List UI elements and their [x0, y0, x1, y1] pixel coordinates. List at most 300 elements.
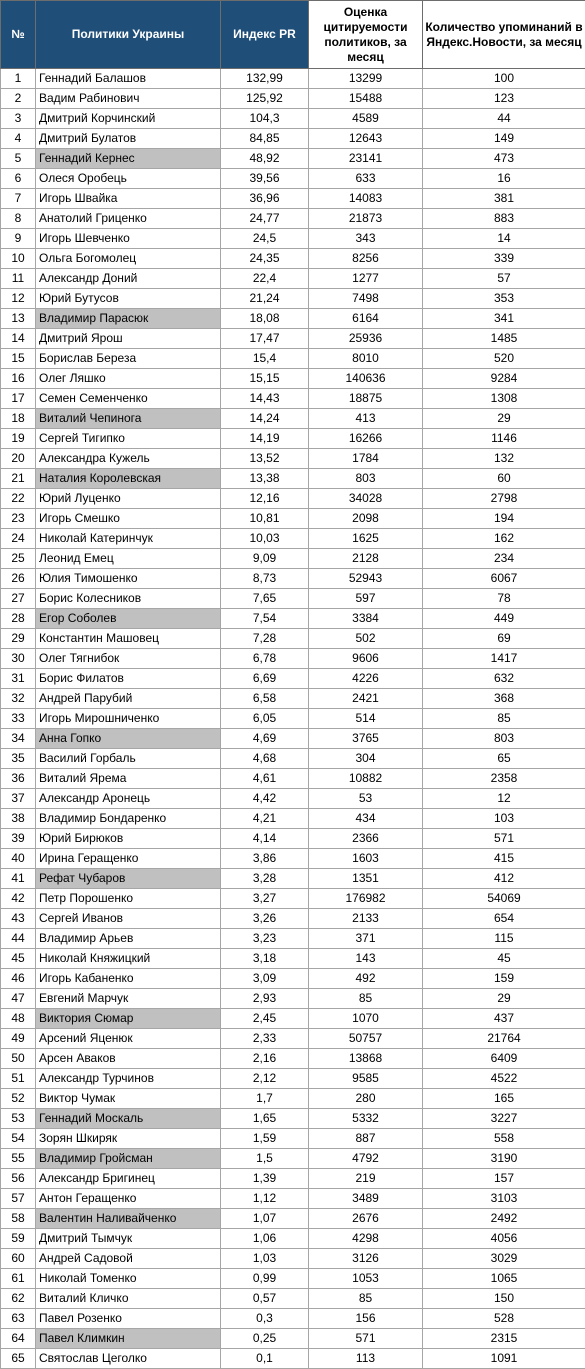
cell-pr-index: 3,28 [221, 869, 309, 889]
cell-citation: 2421 [309, 689, 423, 709]
cell-politician-name: Игорь Кабаненко [36, 969, 221, 989]
cell-politician-name: Зорян Шкиряк [36, 1129, 221, 1149]
cell-pr-index: 1,5 [221, 1149, 309, 1169]
cell-pr-index: 13,38 [221, 469, 309, 489]
cell-pr-index: 3,18 [221, 949, 309, 969]
cell-citation: 2366 [309, 829, 423, 849]
cell-politician-name: Юрий Бутусов [36, 289, 221, 309]
cell-news-mentions: 353 [423, 289, 585, 309]
cell-citation: 413 [309, 409, 423, 429]
cell-citation: 2676 [309, 1209, 423, 1229]
cell-pr-index: 6,58 [221, 689, 309, 709]
cell-politician-name: Сергей Иванов [36, 909, 221, 929]
table-row [1, 629, 585, 649]
cell-politician-name: Леонид Емец [36, 549, 221, 569]
cell-citation: 23141 [309, 149, 423, 169]
cell-politician-name: Игорь Шевченко [36, 229, 221, 249]
cell-number: 44 [1, 929, 36, 949]
table-row [1, 309, 585, 329]
table-row [1, 849, 585, 869]
cell-pr-index: 3,27 [221, 889, 309, 909]
table-row [1, 389, 585, 409]
cell-politician-name: Юлия Тимошенко [36, 569, 221, 589]
cell-number: 47 [1, 989, 36, 1009]
cell-number: 51 [1, 1069, 36, 1089]
cell-citation: 1053 [309, 1269, 423, 1289]
table-row [1, 289, 585, 309]
cell-news-mentions: 520 [423, 349, 585, 369]
cell-news-mentions: 69 [423, 629, 585, 649]
cell-politician-name: Владимир Гройсман [36, 1149, 221, 1169]
cell-pr-index: 14,24 [221, 409, 309, 429]
cell-number: 2 [1, 89, 36, 109]
cell-news-mentions: 632 [423, 669, 585, 689]
cell-citation: 16266 [309, 429, 423, 449]
cell-news-mentions: 60 [423, 469, 585, 489]
cell-number: 3 [1, 109, 36, 129]
cell-politician-name: Петр Порошенко [36, 889, 221, 909]
cell-pr-index: 21,24 [221, 289, 309, 309]
cell-number: 59 [1, 1229, 36, 1249]
cell-news-mentions: 1485 [423, 329, 585, 349]
table-row [1, 809, 585, 829]
table-row [1, 149, 585, 169]
cell-pr-index: 8,73 [221, 569, 309, 589]
cell-citation: 1784 [309, 449, 423, 469]
cell-politician-name: Наталия Королевская [36, 469, 221, 489]
cell-pr-index: 4,68 [221, 749, 309, 769]
cell-politician-name: Сергей Тигипко [36, 429, 221, 449]
cell-news-mentions: 368 [423, 689, 585, 709]
cell-number: 65 [1, 1349, 36, 1369]
cell-number: 18 [1, 409, 36, 429]
cell-pr-index: 15,15 [221, 369, 309, 389]
table-row [1, 989, 585, 1009]
cell-number: 42 [1, 889, 36, 909]
cell-citation: 1351 [309, 869, 423, 889]
table-row [1, 1329, 585, 1349]
cell-news-mentions: 2315 [423, 1329, 585, 1349]
cell-citation: 514 [309, 709, 423, 729]
cell-politician-name: Рефат Чубаров [36, 869, 221, 889]
cell-citation: 4589 [309, 109, 423, 129]
cell-news-mentions: 150 [423, 1289, 585, 1309]
cell-pr-index: 1,03 [221, 1249, 309, 1269]
cell-citation: 4792 [309, 1149, 423, 1169]
cell-news-mentions: 115 [423, 929, 585, 949]
cell-number: 36 [1, 769, 36, 789]
cell-number: 30 [1, 649, 36, 669]
cell-pr-index: 6,05 [221, 709, 309, 729]
cell-politician-name: Евгений Марчук [36, 989, 221, 1009]
cell-news-mentions: 149 [423, 129, 585, 149]
table-row [1, 549, 585, 569]
cell-number: 41 [1, 869, 36, 889]
cell-number: 7 [1, 189, 36, 209]
cell-news-mentions: 1308 [423, 389, 585, 409]
table-row [1, 429, 585, 449]
cell-citation: 34028 [309, 489, 423, 509]
cell-news-mentions: 9284 [423, 369, 585, 389]
table-row [1, 1169, 585, 1189]
cell-number: 48 [1, 1009, 36, 1029]
cell-pr-index: 12,16 [221, 489, 309, 509]
cell-news-mentions: 45 [423, 949, 585, 969]
cell-politician-name: Борислав Береза [36, 349, 221, 369]
cell-number: 8 [1, 209, 36, 229]
cell-news-mentions: 571 [423, 829, 585, 849]
cell-politician-name: Андрей Парубий [36, 689, 221, 709]
cell-citation: 8256 [309, 249, 423, 269]
table-row [1, 749, 585, 769]
cell-citation: 492 [309, 969, 423, 989]
cell-news-mentions: 883 [423, 209, 585, 229]
cell-citation: 597 [309, 589, 423, 609]
cell-news-mentions: 194 [423, 509, 585, 529]
cell-news-mentions: 528 [423, 1309, 585, 1329]
cell-citation: 52943 [309, 569, 423, 589]
cell-number: 5 [1, 149, 36, 169]
table-row [1, 409, 585, 429]
table-row [1, 449, 585, 469]
cell-news-mentions: 29 [423, 989, 585, 1009]
cell-politician-name: Арсений Яценюк [36, 1029, 221, 1049]
cell-news-mentions: 341 [423, 309, 585, 329]
cell-number: 38 [1, 809, 36, 829]
cell-citation: 219 [309, 1169, 423, 1189]
cell-pr-index: 24,35 [221, 249, 309, 269]
cell-news-mentions: 473 [423, 149, 585, 169]
cell-pr-index: 0,99 [221, 1269, 309, 1289]
table-row [1, 1069, 585, 1089]
cell-number: 40 [1, 849, 36, 869]
table-row [1, 249, 585, 269]
cell-citation: 113 [309, 1349, 423, 1369]
cell-number: 35 [1, 749, 36, 769]
cell-politician-name: Виталий Чепинога [36, 409, 221, 429]
cell-news-mentions: 234 [423, 549, 585, 569]
cell-pr-index: 1,07 [221, 1209, 309, 1229]
cell-pr-index: 2,12 [221, 1069, 309, 1089]
table-row [1, 1049, 585, 1069]
cell-news-mentions: 381 [423, 189, 585, 209]
cell-number: 15 [1, 349, 36, 369]
cell-politician-name: Семен Семенченко [36, 389, 221, 409]
cell-number: 39 [1, 829, 36, 849]
cell-number: 11 [1, 269, 36, 289]
table-row [1, 529, 585, 549]
table-row [1, 1149, 585, 1169]
cell-pr-index: 1,39 [221, 1169, 309, 1189]
cell-number: 25 [1, 549, 36, 569]
table-row [1, 109, 585, 129]
cell-news-mentions: 78 [423, 589, 585, 609]
cell-politician-name: Игорь Мирошниченко [36, 709, 221, 729]
cell-number: 46 [1, 969, 36, 989]
cell-news-mentions: 162 [423, 529, 585, 549]
cell-news-mentions: 100 [423, 69, 585, 89]
cell-number: 27 [1, 589, 36, 609]
cell-pr-index: 4,42 [221, 789, 309, 809]
cell-politician-name: Дмитрий Корчинский [36, 109, 221, 129]
cell-politician-name: Николай Княжицкий [36, 949, 221, 969]
cell-number: 55 [1, 1149, 36, 1169]
cell-news-mentions: 1065 [423, 1269, 585, 1289]
cell-politician-name: Вадим Рабинович [36, 89, 221, 109]
table-row [1, 469, 585, 489]
cell-number: 49 [1, 1029, 36, 1049]
table-row [1, 1249, 585, 1269]
cell-number: 56 [1, 1169, 36, 1189]
cell-news-mentions: 165 [423, 1089, 585, 1109]
cell-number: 45 [1, 949, 36, 969]
cell-news-mentions: 6067 [423, 569, 585, 589]
table-row [1, 1029, 585, 1049]
cell-politician-name: Анатолий Гриценко [36, 209, 221, 229]
cell-politician-name: Владимир Парасюк [36, 309, 221, 329]
table-row [1, 1109, 585, 1129]
header-pr-index: Индекс PR [221, 1, 309, 69]
cell-politician-name: Александр Аронець [36, 789, 221, 809]
cell-number: 63 [1, 1309, 36, 1329]
cell-news-mentions: 103 [423, 809, 585, 829]
cell-citation: 343 [309, 229, 423, 249]
cell-news-mentions: 803 [423, 729, 585, 749]
cell-number: 31 [1, 669, 36, 689]
table-row [1, 729, 585, 749]
cell-number: 53 [1, 1109, 36, 1129]
cell-citation: 434 [309, 809, 423, 829]
cell-pr-index: 2,33 [221, 1029, 309, 1049]
cell-pr-index: 39,56 [221, 169, 309, 189]
cell-citation: 18875 [309, 389, 423, 409]
cell-politician-name: Геннадий Балашов [36, 69, 221, 89]
cell-number: 32 [1, 689, 36, 709]
table-row [1, 769, 585, 789]
cell-number: 14 [1, 329, 36, 349]
cell-pr-index: 132,99 [221, 69, 309, 89]
table-row [1, 829, 585, 849]
cell-pr-index: 1,59 [221, 1129, 309, 1149]
cell-politician-name: Антон Геращенко [36, 1189, 221, 1209]
cell-politician-name: Виталий Ярема [36, 769, 221, 789]
cell-news-mentions: 2358 [423, 769, 585, 789]
cell-citation: 85 [309, 1289, 423, 1309]
table-row [1, 269, 585, 289]
cell-politician-name: Андрей Садовой [36, 1249, 221, 1269]
cell-pr-index: 15,4 [221, 349, 309, 369]
table-row [1, 69, 585, 89]
cell-number: 62 [1, 1289, 36, 1309]
table-row [1, 589, 585, 609]
table-row [1, 1289, 585, 1309]
cell-number: 28 [1, 609, 36, 629]
cell-citation: 176982 [309, 889, 423, 909]
table-row [1, 89, 585, 109]
cell-news-mentions: 3190 [423, 1149, 585, 1169]
cell-pr-index: 1,12 [221, 1189, 309, 1209]
cell-citation: 5332 [309, 1109, 423, 1129]
table-row [1, 1309, 585, 1329]
cell-citation: 3384 [309, 609, 423, 629]
cell-pr-index: 0,3 [221, 1309, 309, 1329]
cell-politician-name: Ольга Богомолец [36, 249, 221, 269]
table-row [1, 649, 585, 669]
cell-news-mentions: 132 [423, 449, 585, 469]
cell-citation: 4226 [309, 669, 423, 689]
cell-citation: 4298 [309, 1229, 423, 1249]
cell-politician-name: Александра Кужель [36, 449, 221, 469]
cell-news-mentions: 4522 [423, 1069, 585, 1089]
cell-politician-name: Александр Турчинов [36, 1069, 221, 1089]
cell-number: 29 [1, 629, 36, 649]
cell-citation: 1625 [309, 529, 423, 549]
cell-citation: 1070 [309, 1009, 423, 1029]
table-row [1, 709, 585, 729]
table-row [1, 169, 585, 189]
table-row [1, 229, 585, 249]
header-row [1, 1, 585, 69]
cell-pr-index: 4,69 [221, 729, 309, 749]
cell-number: 9 [1, 229, 36, 249]
table-row [1, 509, 585, 529]
table-body [1, 69, 585, 1369]
cell-pr-index: 125,92 [221, 89, 309, 109]
cell-number: 26 [1, 569, 36, 589]
table-row [1, 609, 585, 629]
table-row [1, 789, 585, 809]
cell-pr-index: 7,65 [221, 589, 309, 609]
cell-citation: 6164 [309, 309, 423, 329]
cell-citation: 50757 [309, 1029, 423, 1049]
cell-citation: 2128 [309, 549, 423, 569]
cell-politician-name: Егор Соболев [36, 609, 221, 629]
table-row [1, 369, 585, 389]
cell-citation: 8010 [309, 349, 423, 369]
cell-citation: 280 [309, 1089, 423, 1109]
cell-news-mentions: 157 [423, 1169, 585, 1189]
cell-number: 20 [1, 449, 36, 469]
table-row [1, 949, 585, 969]
cell-news-mentions: 3103 [423, 1189, 585, 1209]
cell-news-mentions: 4056 [423, 1229, 585, 1249]
cell-citation: 9585 [309, 1069, 423, 1089]
cell-number: 43 [1, 909, 36, 929]
cell-pr-index: 0,57 [221, 1289, 309, 1309]
cell-number: 12 [1, 289, 36, 309]
table-row [1, 349, 585, 369]
cell-politician-name: Игорь Швайка [36, 189, 221, 209]
cell-politician-name: Владимир Арьев [36, 929, 221, 949]
cell-politician-name: Николай Томенко [36, 1269, 221, 1289]
cell-politician-name: Юрий Луценко [36, 489, 221, 509]
cell-number: 6 [1, 169, 36, 189]
cell-pr-index: 36,96 [221, 189, 309, 209]
cell-number: 37 [1, 789, 36, 809]
cell-citation: 371 [309, 929, 423, 949]
header-news-mentions: Количество упоминаний в Яндекс.Новости, за месяц [423, 1, 585, 69]
cell-citation: 25936 [309, 329, 423, 349]
cell-pr-index: 6,69 [221, 669, 309, 689]
table-row [1, 1229, 585, 1249]
table-row [1, 489, 585, 509]
cell-number: 1 [1, 69, 36, 89]
table-row [1, 329, 585, 349]
cell-news-mentions: 29 [423, 409, 585, 429]
cell-politician-name: Геннадий Москаль [36, 1109, 221, 1129]
cell-pr-index: 1,06 [221, 1229, 309, 1249]
cell-pr-index: 3,26 [221, 909, 309, 929]
cell-politician-name: Дмитрий Тымчук [36, 1229, 221, 1249]
cell-citation: 887 [309, 1129, 423, 1149]
cell-news-mentions: 12 [423, 789, 585, 809]
cell-news-mentions: 21764 [423, 1029, 585, 1049]
cell-number: 33 [1, 709, 36, 729]
cell-citation: 13299 [309, 69, 423, 89]
table-row [1, 1009, 585, 1029]
cell-politician-name: Александр Бригинец [36, 1169, 221, 1189]
cell-number: 23 [1, 509, 36, 529]
cell-pr-index: 2,93 [221, 989, 309, 1009]
table-row [1, 1349, 585, 1369]
cell-politician-name: Виталий Кличко [36, 1289, 221, 1309]
cell-politician-name: Геннадий Кернес [36, 149, 221, 169]
cell-news-mentions: 415 [423, 849, 585, 869]
cell-pr-index: 104,3 [221, 109, 309, 129]
cell-politician-name: Игорь Смешко [36, 509, 221, 529]
cell-pr-index: 2,45 [221, 1009, 309, 1029]
table-row [1, 1189, 585, 1209]
cell-news-mentions: 1417 [423, 649, 585, 669]
cell-pr-index: 10,03 [221, 529, 309, 549]
cell-citation: 571 [309, 1329, 423, 1349]
cell-politician-name: Ирина Геращенко [36, 849, 221, 869]
cell-news-mentions: 339 [423, 249, 585, 269]
cell-citation: 633 [309, 169, 423, 189]
cell-news-mentions: 654 [423, 909, 585, 929]
cell-politician-name: Владимир Бондаренко [36, 809, 221, 829]
cell-pr-index: 22,4 [221, 269, 309, 289]
cell-politician-name: Дмитрий Ярош [36, 329, 221, 349]
cell-politician-name: Олег Тягнибок [36, 649, 221, 669]
table-row [1, 1209, 585, 1229]
cell-number: 58 [1, 1209, 36, 1229]
cell-pr-index: 4,21 [221, 809, 309, 829]
cell-pr-index: 3,09 [221, 969, 309, 989]
cell-citation: 53 [309, 789, 423, 809]
table-row [1, 1269, 585, 1289]
cell-news-mentions: 16 [423, 169, 585, 189]
cell-politician-name: Борис Колесников [36, 589, 221, 609]
cell-number: 64 [1, 1329, 36, 1349]
cell-pr-index: 24,77 [221, 209, 309, 229]
table-row [1, 209, 585, 229]
cell-politician-name: Василий Горбаль [36, 749, 221, 769]
cell-citation: 9606 [309, 649, 423, 669]
cell-news-mentions: 2492 [423, 1209, 585, 1229]
table-row [1, 189, 585, 209]
cell-number: 16 [1, 369, 36, 389]
cell-news-mentions: 6409 [423, 1049, 585, 1069]
cell-citation: 2133 [309, 909, 423, 929]
table-row [1, 129, 585, 149]
cell-citation: 85 [309, 989, 423, 1009]
cell-number: 21 [1, 469, 36, 489]
cell-citation: 502 [309, 629, 423, 649]
cell-pr-index: 24,5 [221, 229, 309, 249]
cell-citation: 156 [309, 1309, 423, 1329]
cell-news-mentions: 54069 [423, 889, 585, 909]
